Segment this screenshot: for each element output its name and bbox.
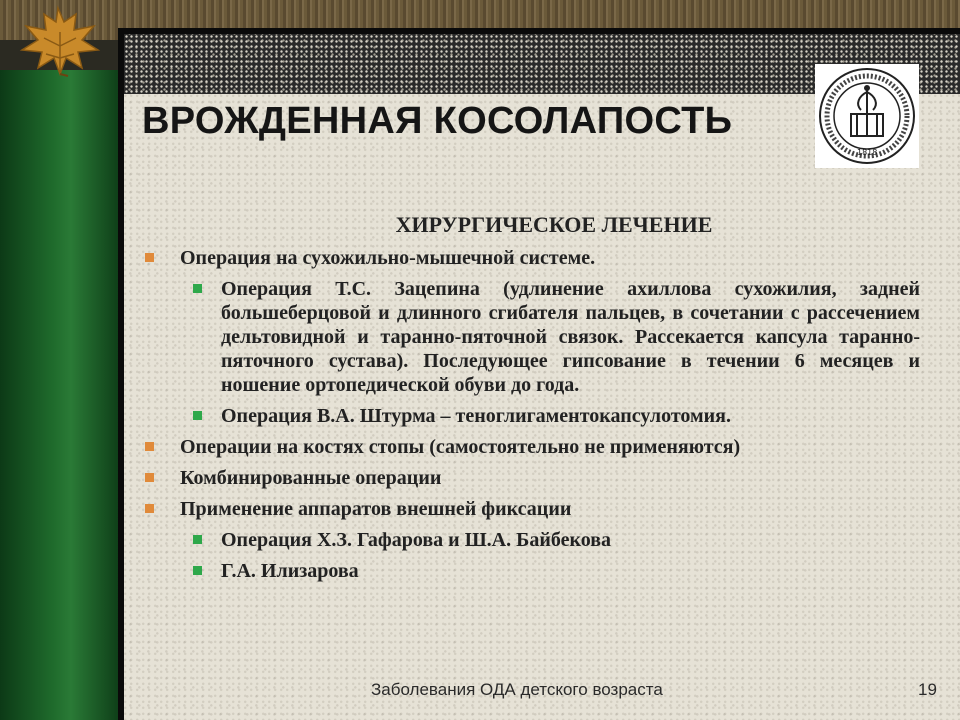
- list-item-text: Операции на костях стопы (самостоятельно не применяются): [180, 436, 741, 458]
- slide-subtitle: ХИРУРГИЧЕСКОЕ ЛЕЧЕНИЕ: [395, 212, 713, 237]
- list-item: [142, 435, 920, 459]
- list-item-text: Г.А. Илизарова: [221, 560, 359, 582]
- green-side-strip: [0, 70, 118, 720]
- orange-bullet-icon: [145, 442, 154, 451]
- slide-footer: Заболевания ОДА детского возраста: [371, 680, 663, 699]
- orange-bullet-icon: [145, 473, 154, 482]
- green-bullet-icon: [193, 284, 202, 293]
- green-bullet-icon: [193, 535, 202, 544]
- list-item-text: Операция Х.З. Гафарова и Ш.А. Байбекова: [221, 529, 612, 551]
- list-item: [142, 497, 920, 521]
- orange-bullet-icon: [145, 504, 154, 513]
- list-item-text: Применение аппаратов внешней фиксации: [180, 498, 572, 520]
- green-bullet-icon: [193, 566, 202, 575]
- list-item: [142, 559, 920, 583]
- green-bullet-icon: [193, 411, 202, 420]
- autumn-leaf-icon: [10, 2, 105, 77]
- list-item: [142, 528, 920, 552]
- list-item: [142, 404, 920, 428]
- university-seal-icon: [815, 64, 919, 168]
- list-item-text: Операция на сухожильно-мышечной системе.: [180, 247, 596, 269]
- list-item-text: Комбинированные операции: [180, 467, 442, 489]
- list-item: [142, 246, 920, 270]
- page-number: 19: [918, 680, 937, 699]
- bullet-list: [142, 246, 920, 590]
- slide-title: ВРОЖДЕННАЯ КОСОЛАПОСТЬ: [142, 100, 733, 142]
- list-item: [142, 466, 920, 490]
- logo-year: 1818: [857, 148, 878, 157]
- orange-bullet-icon: [145, 253, 154, 262]
- list-item-text: Операция В.А. Штурма – теноглигаментокапсулотомия.: [221, 405, 731, 427]
- list-item-text: Операция Т.С. Зацепина (удлинение ахиллова сухожилия, задней большеберцовой и длинного сгибателя пальцев, в сочетании с рассечением дельтовидной и таранно-пяточной связок. Рассекается капсула таранно-пяточного сустава). Последующее гипсование в течении 6 месяцев и ношение ортопедической обуви до года.: [221, 278, 920, 396]
- list-item: [142, 277, 920, 397]
